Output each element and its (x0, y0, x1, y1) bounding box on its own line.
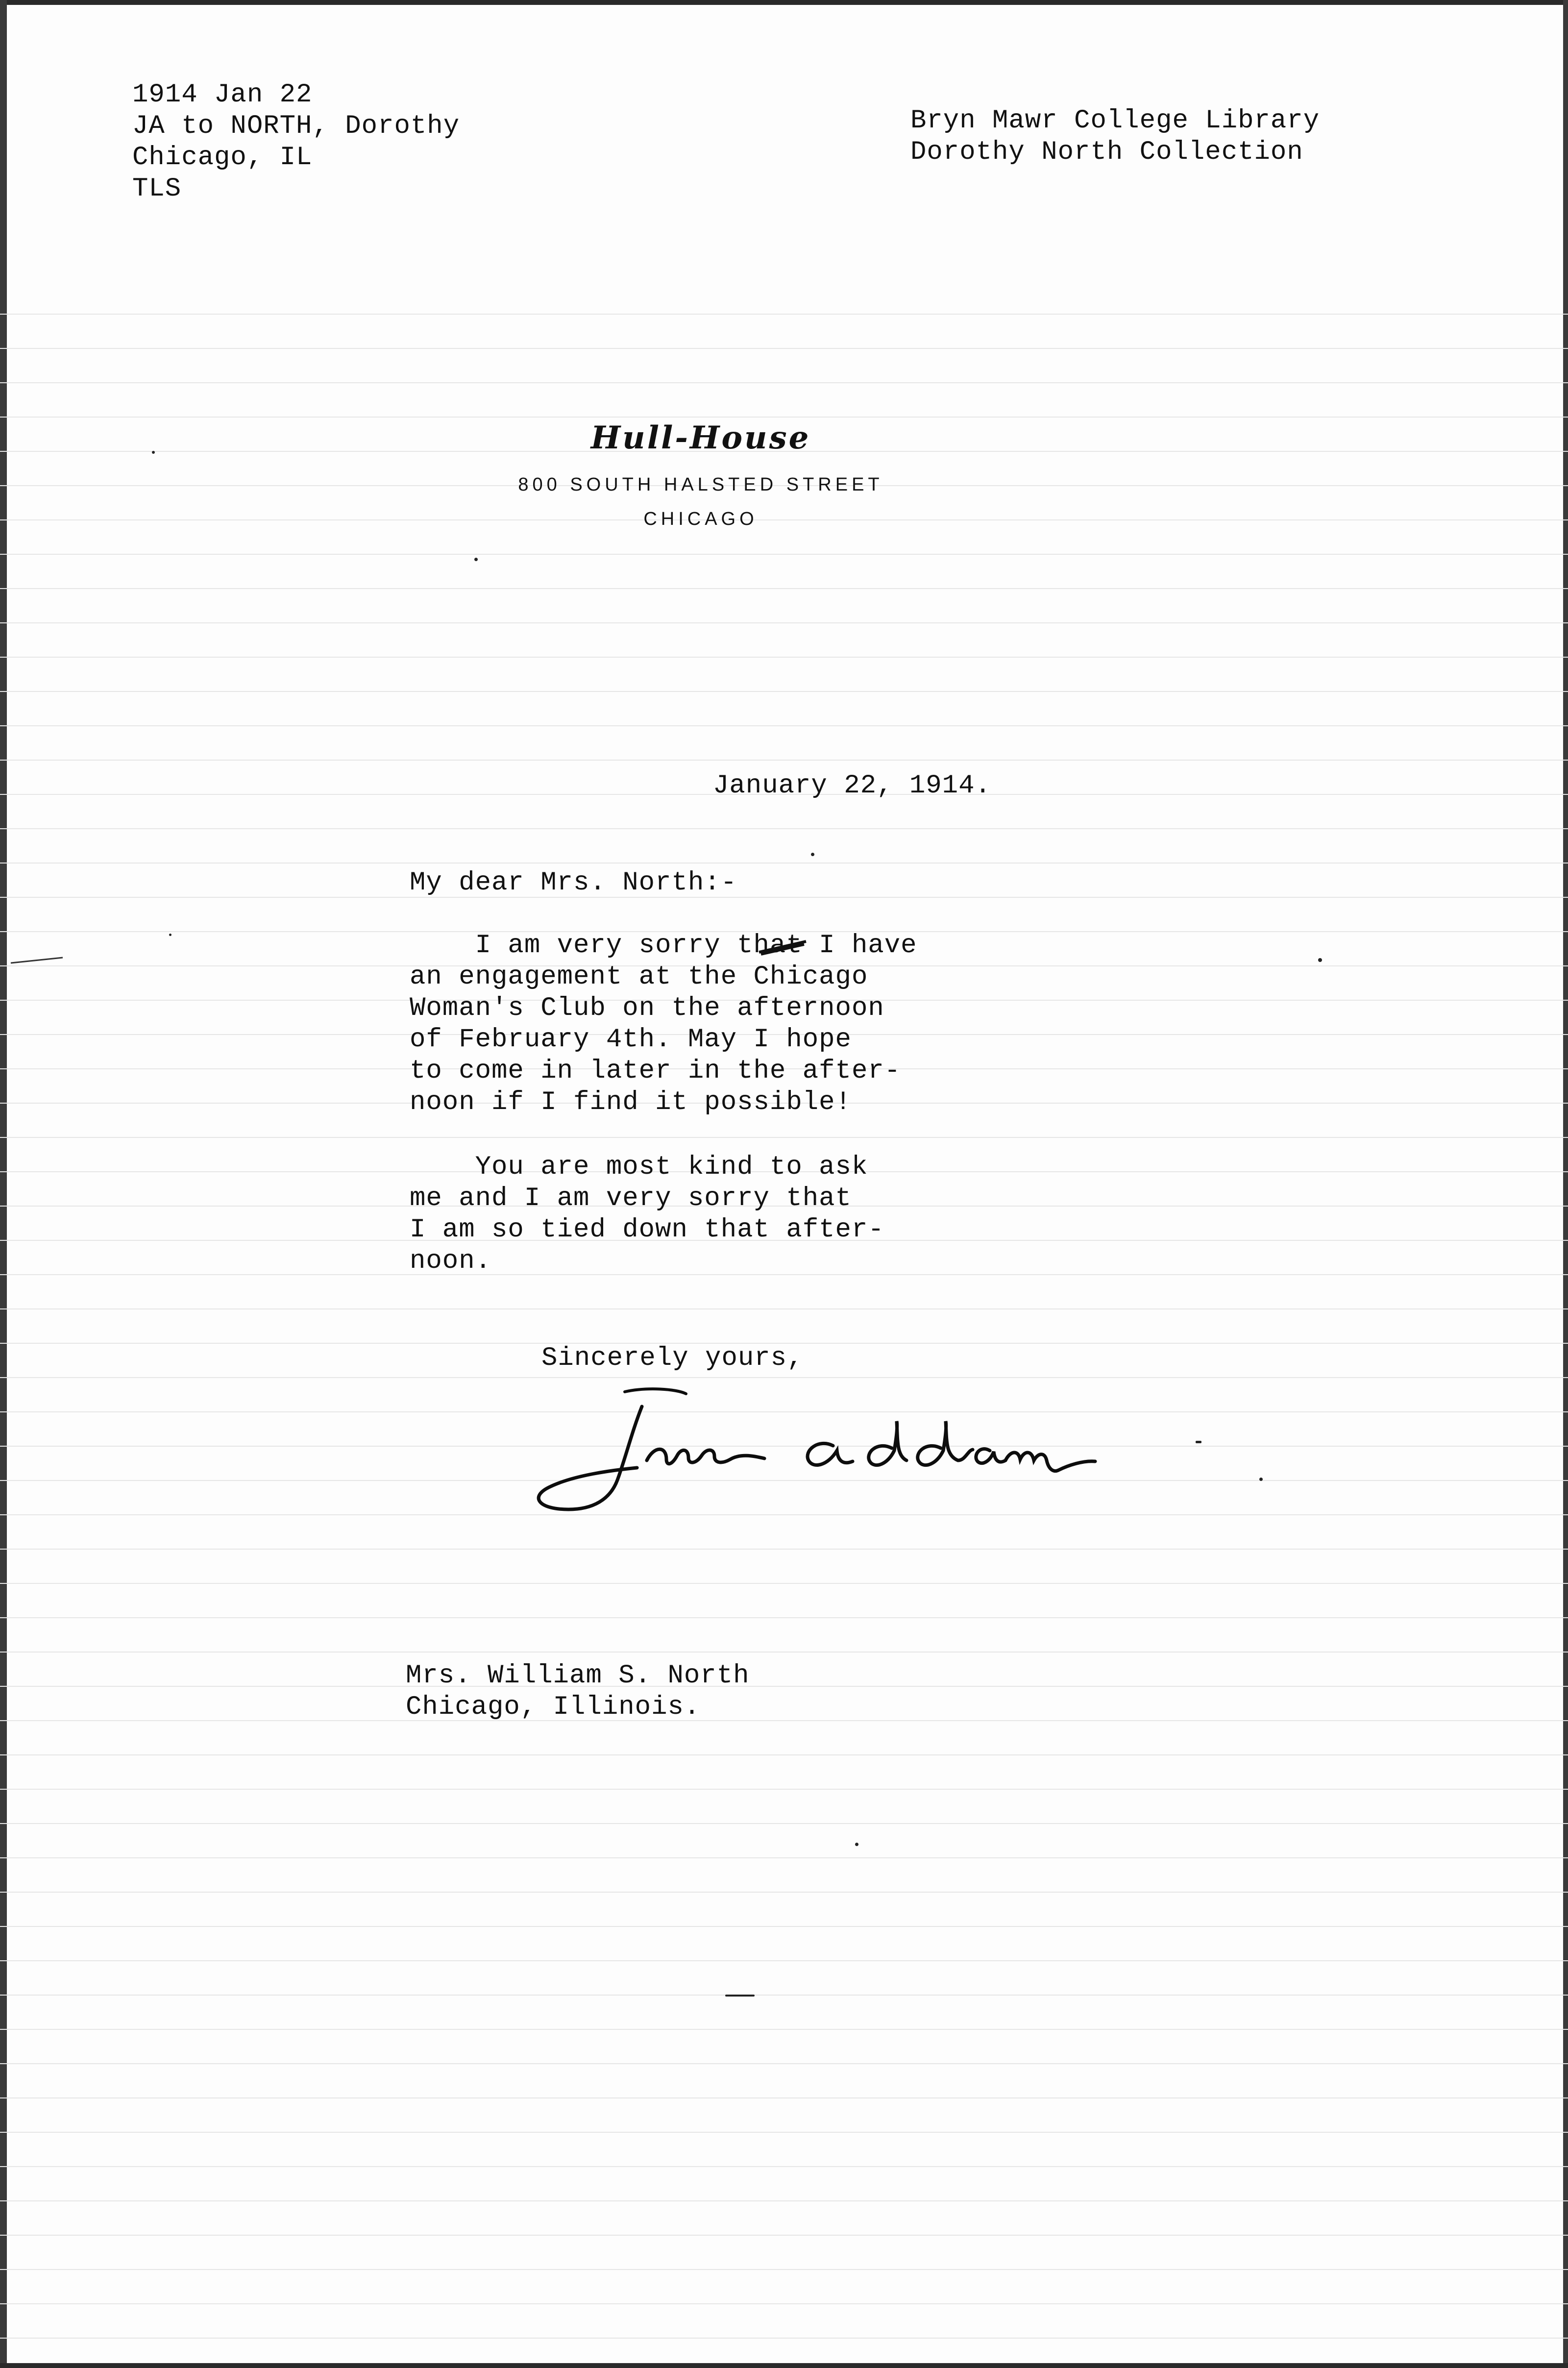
ruled-line (0, 1995, 1568, 1996)
scan-speck (811, 853, 814, 856)
letter-paragraph-1 (410, 930, 917, 1118)
strikeout-mark (757, 937, 808, 957)
ruled-line (0, 2200, 1568, 2201)
ruled-line (0, 1823, 1568, 1824)
ruled-line (0, 1926, 1568, 1927)
scan-speck (1318, 958, 1322, 962)
scan-right-edge (1563, 0, 1568, 2368)
handwritten-signature (519, 1387, 1127, 1524)
scan-speck (1196, 1441, 1201, 1443)
salutation: My dear Mrs. North:- (410, 868, 737, 898)
ruled-line (0, 1377, 1568, 1378)
ruled-line (0, 348, 1568, 349)
scan-speck (152, 451, 155, 454)
ruled-line (0, 828, 1568, 829)
addressee-place: Chicago, Illinois. (406, 1692, 701, 1722)
ruled-line (0, 1960, 1568, 1961)
ruled-line (0, 2132, 1568, 2133)
ruled-line (0, 1754, 1568, 1755)
letterhead-city: CHICAGO (643, 509, 758, 529)
paragraph-line: You are most kind to ask (410, 1152, 868, 1182)
ruled-line (0, 2029, 1568, 2030)
catalog-correspondents: JA to NORTH, Dorothy (132, 111, 460, 141)
paragraph-line: noon if I find it possible! (410, 1087, 852, 1117)
addressee-name: Mrs. William S. North (406, 1661, 750, 1691)
letter-date: January 22, 1914. (713, 771, 991, 801)
catalog-header (132, 79, 460, 205)
scan-bottom-edge (0, 2363, 1568, 2368)
scan-speck (1259, 1478, 1263, 1481)
ruled-line (0, 2166, 1568, 2167)
ruled-line (0, 1652, 1568, 1653)
ruled-line (0, 622, 1568, 623)
paragraph-line: of February 4th. May I hope (410, 1025, 852, 1055)
ruled-line (0, 1789, 1568, 1790)
ruled-line (0, 417, 1568, 418)
archive-collection: Dorothy North Collection (910, 137, 1303, 167)
scan-speck (474, 558, 478, 561)
paragraph-line: Woman's Club on the afternoon (410, 993, 884, 1023)
ruled-line (0, 657, 1568, 658)
paragraph-line: me and I am very sorry that (410, 1184, 852, 1213)
ruled-line (0, 2097, 1568, 2098)
ruled-line (0, 2338, 1568, 2339)
ruled-line (0, 2269, 1568, 2270)
scan-speck (169, 934, 172, 936)
ruled-line (0, 725, 1568, 726)
ruled-line (0, 1137, 1568, 1138)
paragraph-line: I am very sorry that I have (410, 931, 917, 961)
paragraph-line: noon. (410, 1246, 492, 1276)
ruled-line (0, 1308, 1568, 1309)
ruled-line (0, 554, 1568, 555)
addressee-block (406, 1660, 750, 1723)
ruled-line (0, 897, 1568, 898)
catalog-type: TLS (132, 174, 182, 204)
scan-top-edge (0, 0, 1568, 5)
ruled-line (0, 691, 1568, 692)
ruled-line (0, 1617, 1568, 1618)
paragraph-line: to come in later in the after- (410, 1056, 901, 1086)
ruled-line (0, 1583, 1568, 1584)
scan-left-edge (0, 0, 7, 2368)
paragraph-line: an engagement at the Chicago (410, 962, 868, 992)
paragraph-line: I am so tied down that after- (410, 1215, 884, 1245)
scan-speck (855, 1843, 858, 1846)
closing: Sincerely yours, (541, 1343, 804, 1373)
archive-source (910, 105, 1320, 168)
ruled-line (0, 1549, 1568, 1550)
ruled-line (0, 314, 1568, 315)
ruled-line (0, 760, 1568, 761)
letterhead-street: 800 SOUTH HALSTED STREET (518, 474, 883, 495)
ruled-line (0, 1857, 1568, 1858)
ruled-line (0, 1720, 1568, 1721)
catalog-place: Chicago, IL (132, 143, 313, 173)
scan-speck (725, 1995, 755, 1997)
ruled-line (0, 1892, 1568, 1893)
margin-mark (10, 956, 64, 965)
ruled-line (0, 588, 1568, 589)
letter-paragraph-2 (410, 1152, 884, 1277)
ruled-line (0, 2303, 1568, 2304)
archive-library: Bryn Mawr College Library (910, 106, 1320, 136)
ruled-line (0, 382, 1568, 383)
letterhead-name: Hull-House (590, 419, 811, 456)
ruled-line (0, 2235, 1568, 2236)
catalog-date: 1914 Jan 22 (132, 80, 313, 110)
ruled-line (0, 2063, 1568, 2064)
ruled-line (0, 1686, 1568, 1687)
